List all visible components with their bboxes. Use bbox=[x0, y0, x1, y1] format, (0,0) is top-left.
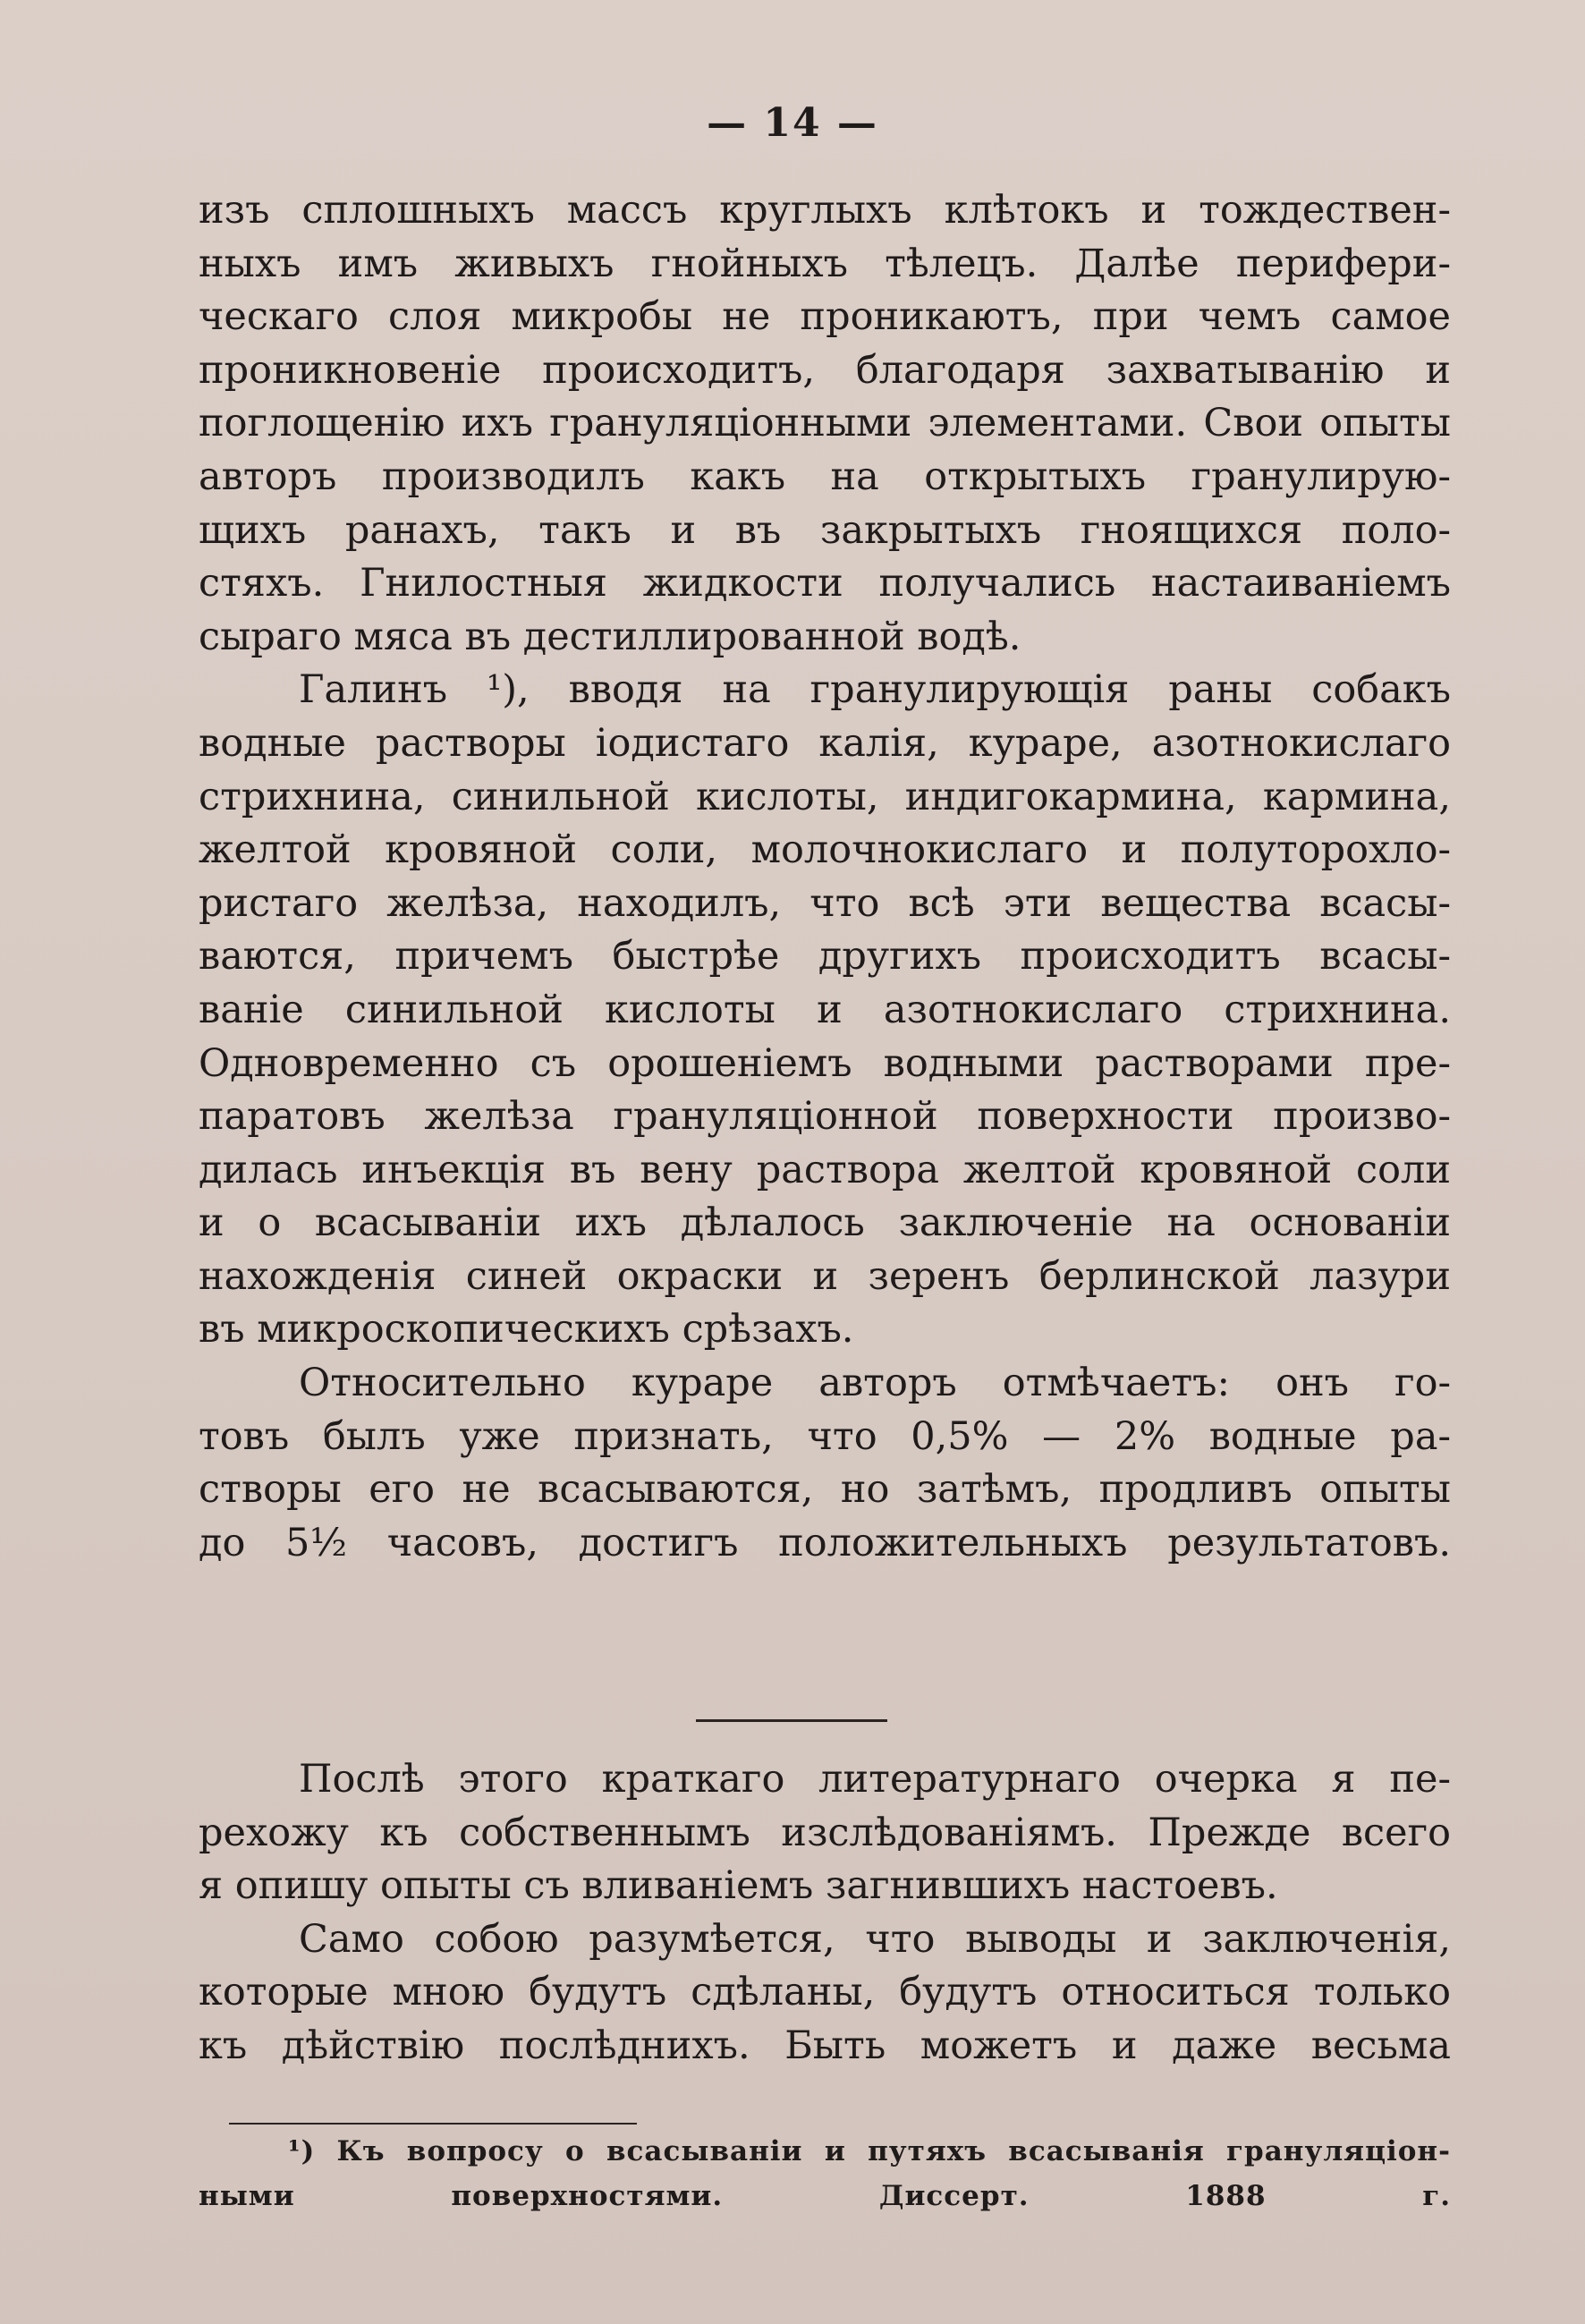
text-line: Послѣ этого краткаго литературнаго очерка я пе- bbox=[299, 1757, 1451, 1802]
main-text-continued bbox=[199, 1753, 1451, 2074]
footnote-rule bbox=[229, 2123, 637, 2125]
text-line: водные растворы іодистаго калія, кураре, азотнокислаго bbox=[199, 720, 1451, 766]
text-line: ристаго желѣза, находилъ, что всѣ эти вещества всасы- bbox=[199, 880, 1451, 926]
text-line: поглощенію ихъ грануляціонными элементами. Свои опыты bbox=[199, 401, 1451, 446]
section-divider bbox=[696, 1719, 887, 1722]
text-line: ваются, причемъ быстрѣе другихъ происходитъ всасы- bbox=[199, 934, 1451, 980]
text-line: Галинъ ¹), вводя на гранулирующія раны собакъ bbox=[299, 667, 1451, 713]
text-line: паратовъ желѣза грануляціонной поверхности произво- bbox=[199, 1094, 1451, 1140]
footnotes bbox=[199, 2129, 1451, 2218]
text-line: Одновременно съ орошеніемъ водными растворами пре- bbox=[199, 1040, 1451, 1086]
text-line: къ дѣйствію послѣднихъ. Быть можетъ и даже весьма bbox=[199, 2023, 1451, 2068]
text-line: стяхъ. Гнилостныя жидкости получались настаиваніемъ bbox=[199, 561, 1451, 606]
footnote-line: ¹) Къ вопросу о всасываніи и путяхъ всасыванія грануляціон- bbox=[288, 2135, 1451, 2167]
text-line: нахожденія синей окраски и зеренъ берлинской лазури bbox=[199, 1253, 1451, 1299]
text-line: Само собою разумѣется, что выводы и заключенія, bbox=[299, 1916, 1451, 1962]
text-line: я опишу опыты съ вливаніемъ загнившихъ настоевъ. bbox=[199, 1863, 1278, 1909]
text-line: авторъ производилъ какъ на открытыхъ гранулирую- bbox=[199, 454, 1451, 499]
text-line: товъ былъ уже признать, что 0,5% — 2% водные ра- bbox=[199, 1413, 1451, 1459]
text-line: ческаго слоя микробы не проникаютъ, при чемъ самое bbox=[199, 294, 1451, 340]
page-number: — 14 — bbox=[707, 100, 878, 146]
text-line: щихъ ранахъ, такъ и въ закрытыхъ гноящихся поло- bbox=[199, 507, 1451, 553]
text-line: сыраго мяса въ дестиллированной водѣ. bbox=[199, 614, 1021, 659]
text-line: и о всасываніи ихъ дѣлалось заключеніе на основаніи bbox=[199, 1200, 1451, 1246]
text-line: ваніе синильной кислоты и азотнокислаго стрихнина. bbox=[199, 987, 1451, 1032]
text-line: желтой кровяной соли, молочнокислаго и полуторохло- bbox=[199, 827, 1451, 873]
text-line: до 5½ часовъ, достигъ положительныхъ результатовъ. bbox=[199, 1520, 1451, 1565]
footnote-line: ными поверхностями. Диссерт. 1888 г. bbox=[199, 2180, 1451, 2212]
text-line: ныхъ имъ живыхъ гнойныхъ тѣлецъ. Далѣе перифери- bbox=[199, 241, 1451, 286]
text-line: Относительно кураре авторъ отмѣчаетъ: онъ го- bbox=[299, 1361, 1451, 1406]
text-line: створы его не всасываются, но затѣмъ, продливъ опыты bbox=[199, 1467, 1451, 1513]
text-line: которые мною будутъ сдѣланы, будутъ относиться только bbox=[199, 1970, 1451, 2015]
text-line: дилась инъекція въ вену раствора желтой кровяной соли bbox=[199, 1147, 1451, 1192]
text-line: рехожу къ собственнымъ изслѣдованіямъ. Прежде всего bbox=[199, 1810, 1451, 1855]
text-line: въ микроскопическихъ срѣзахъ. bbox=[199, 1307, 854, 1353]
text-line: проникновеніе происходитъ, благодаря захватыванію и bbox=[199, 347, 1451, 393]
text-line: стрихнина, синильной кислоты, индигокармина, кармина, bbox=[199, 774, 1451, 819]
text-line: изъ сплошныхъ массъ круглыхъ клѣтокъ и тождествен- bbox=[199, 188, 1451, 233]
main-text bbox=[199, 184, 1451, 1570]
